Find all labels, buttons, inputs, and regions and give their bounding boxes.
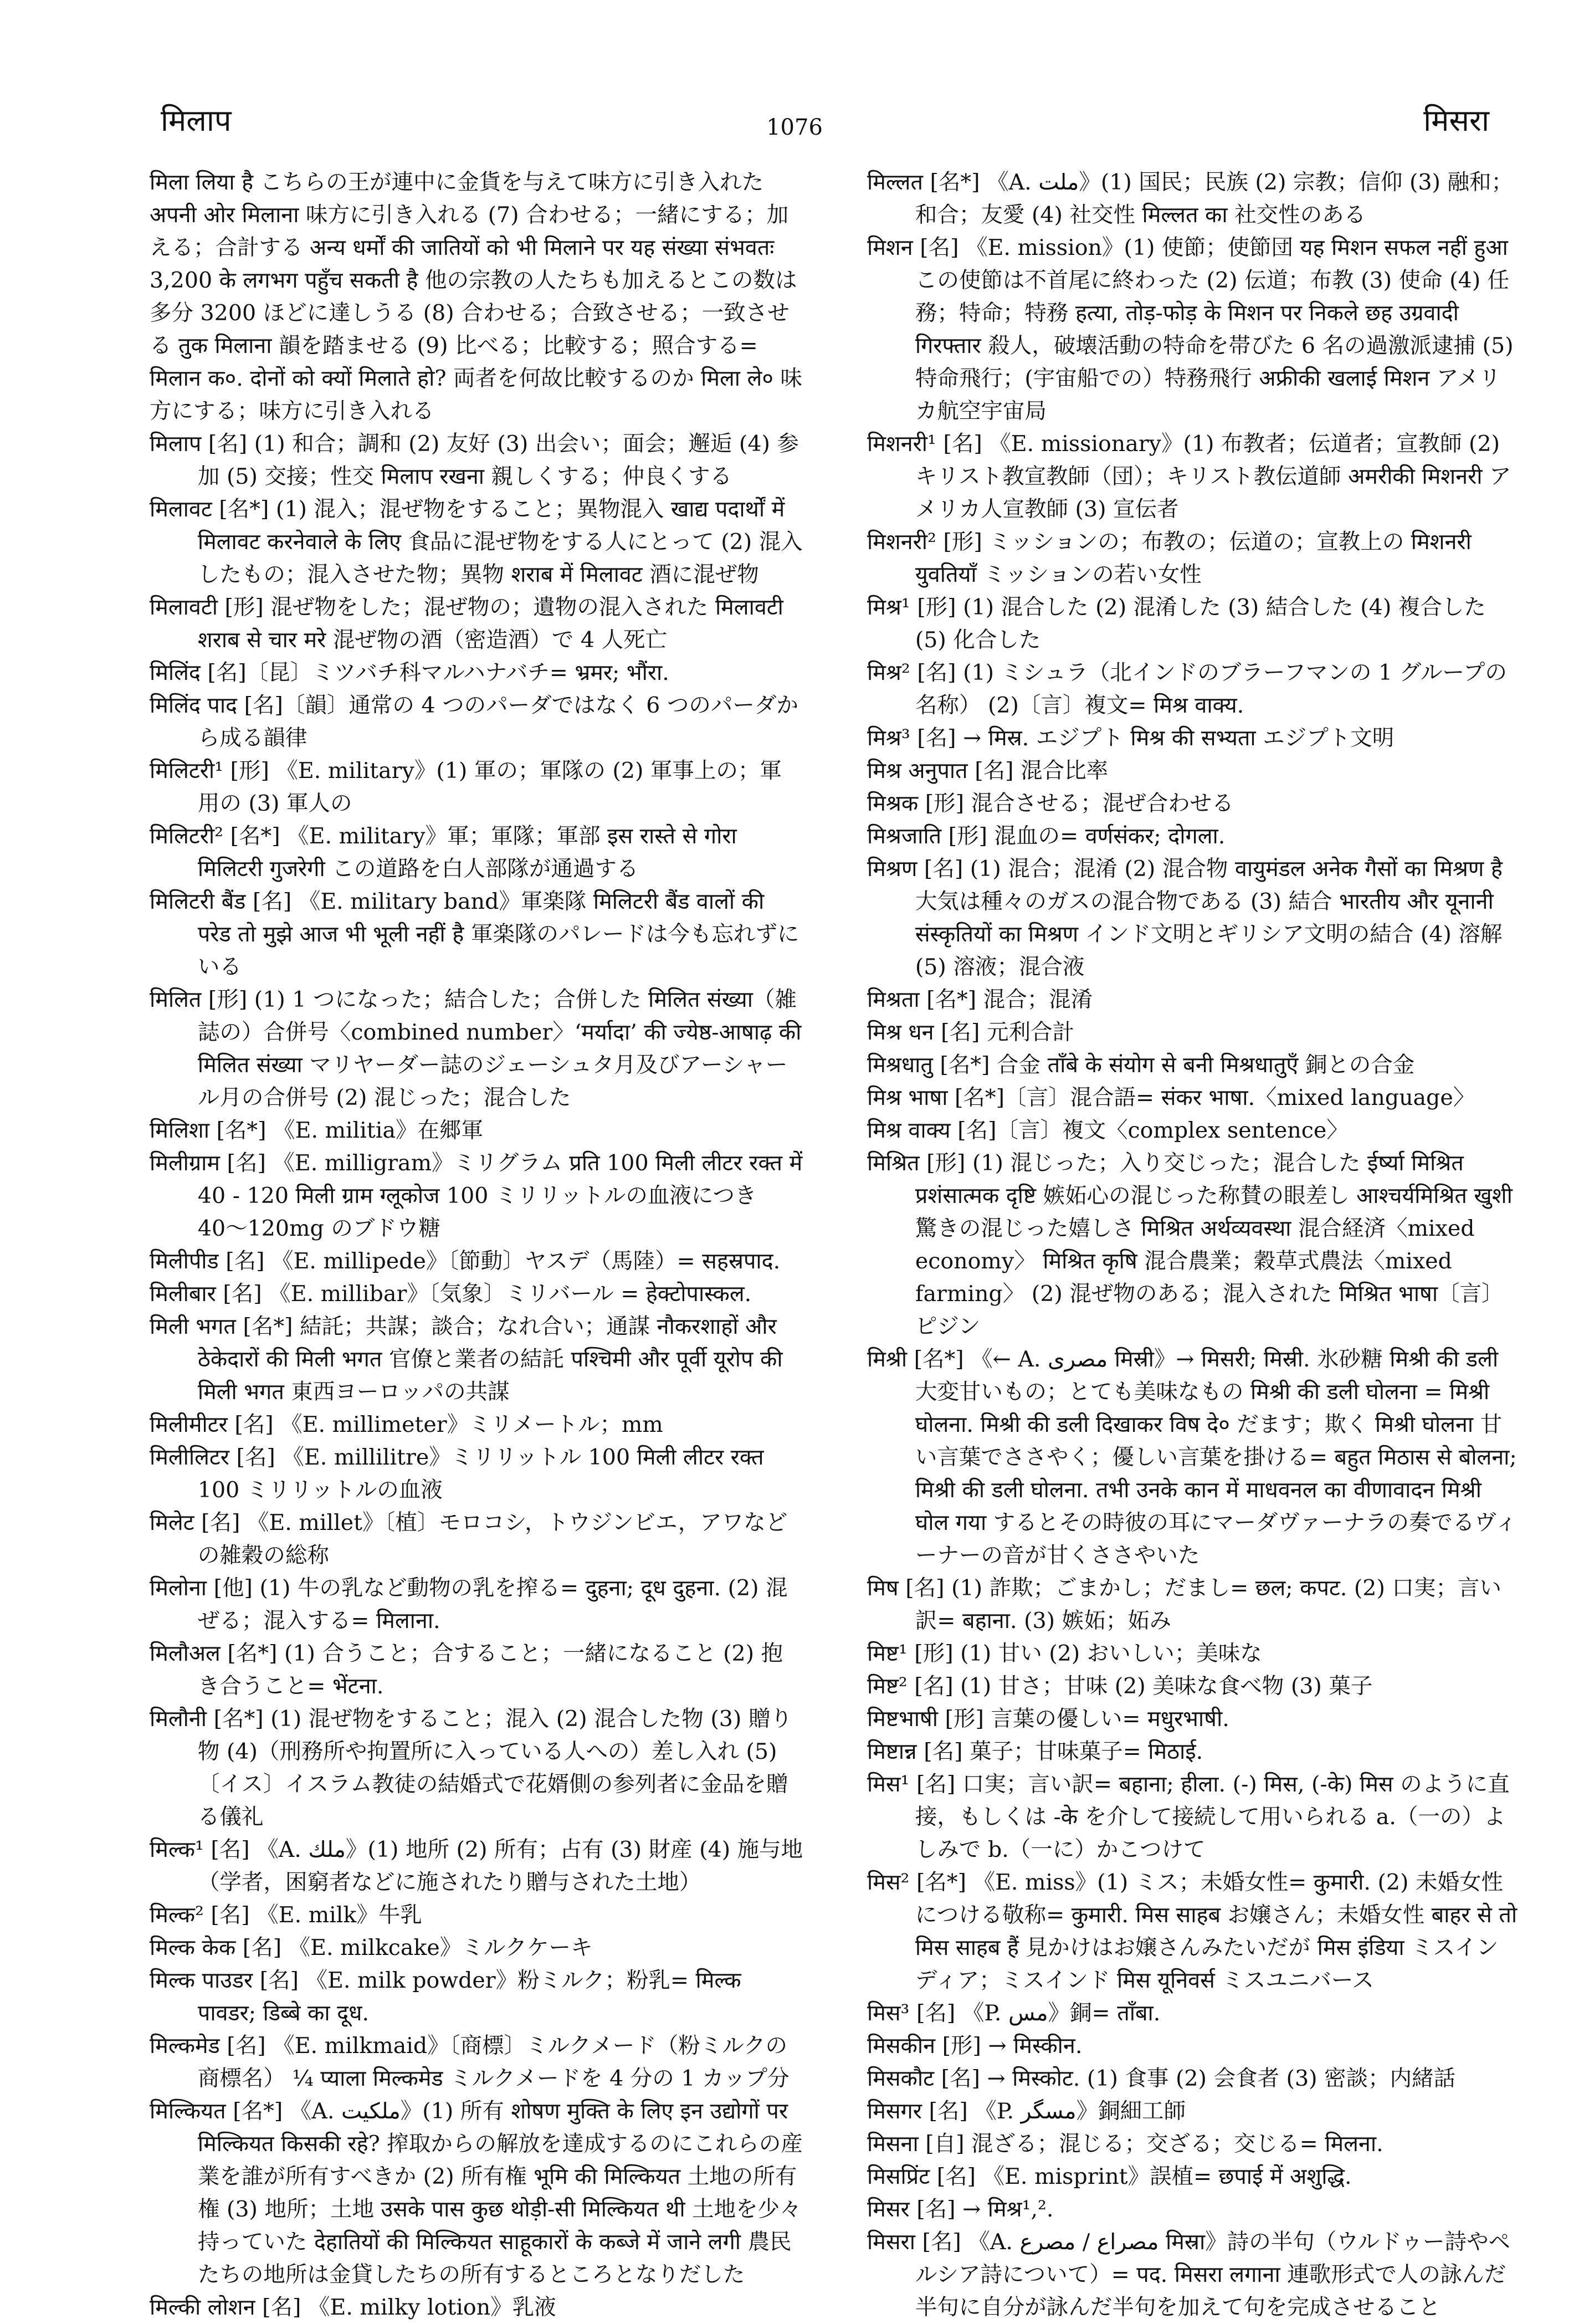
dictionary-entry: मिसना [自] 混ざる；混じる；交ざる；交じる= मिलना. [867,2131,1383,2157]
dictionary-entry: मिलीबार [名] 《E. millibar》〔気象〕ミリバール = हेक्टोपास्कल. [150,1281,752,1307]
dictionary-entry: मिलावट [名*] (1) 混入；混ぜ物をすること；異物混入 खाद्य पदार्थों में मिलावट करनेवाले के लिए 食品に混ぜ物をする人にとって (2) 混入したもの；混入させた物；異物 शराब में मिलावट 酒に混ぜ物 [150,496,803,587]
dictionary-entry: मिसकीन [形] → मिस्कीन. [867,2033,1083,2059]
dictionary-entry: मिलीपीड [名] 《E. millipede》〔節動〕ヤスデ（馬陸）= सहस्रपाद. [150,1248,781,1274]
dictionary-entry: मिलोना [他] (1) 牛の乳など動物の乳を搾る= दुहना; दूध दुहना. (2) 混ぜる；混入する= मिलाना. [150,1575,788,1634]
dictionary-entry: मिसर [名] → मिश्र¹,². [867,2197,1054,2222]
dictionary-entry: मिश्री [名*] 《← A. مصری मिस्री》→ मिसरी; मिस्री. 氷砂糖 मिश्री की डली 大変甘いもの；とても美味なもの मिश्री की डली घोलना = मिश्री घोलना. मिश्री की डली दिखाकर विष दे० だます；欺く मिश्री घोलना 甘い言葉でささやく；優しい言葉を掛ける= बहुत मिठास से बोलना; मिश्री की डली घोलना. तभी उनके कान में माधवनल का वीणावादन मिश्री घोल गया するとその時彼の耳にマーダヴァーナラの奏でるヴィーナーの音が甘くささやいた [867,1347,1517,1568]
dictionary-entry: मिलौनी [名*] (1) 混ぜ物をすること；混入 (2) 混合した物 (3) 贈り物 (4)（刑務所や拘置所に入っている人への）差し入れ (5)〔イス〕イスラム教徒の結婚式で花婿側の参列者に金品を贈る儀礼 [150,1706,792,1830]
dictionary-entry: मिल्लत [名*] 《A. ملت》(1) 国民；民族 (2) 宗教；信仰 (3) 融和；和合；友愛 (4) 社交性 मिल्लत का 社交性のある [867,170,1513,228]
entry-continuation: मिला लिया है こちらの王が連中に金貨を与えて味方に引き入れた अपनी ओर मिलाना 味方に引き入れる (7) 合わせる；一緒にする；加える；合計する अन्य धर्मों की जातियों को भी मिलाने पर यह संख्या संभवतः 3,200 के लगभग पहुँच सकती है 他の宗教の人たちも加えるとこの数は多分 3200 ほどに達しうる (8) 合わせる；合致させる；一致させる तुक मिलाना 韻を踏ませる (9) 比べる；比較する；照合する= मिलान क०. दोनों को क्यों मिलाते हो? 両者を何故比較するのか मिला ले० 味方にする；味方に引き入れる [150,170,802,424]
dictionary-entry: मिल्क पाउडर [名] 《E. milk powder》粉ミルク；粉乳= मिल्क पावडर; डिब्बे का दूध. [150,1968,741,2026]
dictionary-entry: मिश्र वाक्य [名]〔言〕複文〈complex sentence〉 [867,1118,1349,1143]
dictionary-entry: मिल्क केक [名] 《E. milkcake》ミルクケーキ [150,1935,593,1960]
dictionary-entry: मिलाप [名] (1) 和合；調和 (2) 友好 (3) 出会い；面会；邂逅 (4) 参加 (5) 交接；性交 मिलाप रखना 親しくする；仲良くする [150,431,799,489]
dictionary-entry: मिश्र अनुपात [名] 混合比率 [867,758,1109,784]
page-number: 1076 [766,115,823,140]
dictionary-entry: मिलौअल [名*] (1) 合うこと；合すること；一緒になること (2) 抱き合うこと= भेंटना. [150,1641,783,1699]
dictionary-entry: मिलीलिटर [名] 《E. millilitre》ミリリットル 100 मिली लीटर रक्त 100 ミリリットルの血液 [150,1445,764,1503]
left-column [150,166,803,2320]
dictionary-entry: मिलिटरी बैंड [名] 《E. military band》軍楽隊 मिलिटरी बैंड वालों की परेड तो मुझे आज भी भूली नहीं है 軍楽隊のパレードは今も忘れずにいる [150,889,799,980]
dictionary-entry: मिश्रण [名] (1) 混合；混淆 (2) 混合物 वायुमंडल अनेक गैसों का मिश्रण है 大気は種々のガスの混合物である (3) 結合 भारतीय और यूनानी संस्कृतियों का मिश्रण インド文明とギリシア文明の結合 (4) 溶解 (5) 溶液；混合液 [867,856,1503,980]
dictionary-entry: मिल्की लोशन [名] 《E. milky lotion》乳液 [150,2295,556,2320]
dictionary-entry: मिश्रित [形] (1) 混じった；入り交じった；混合した ईर्ष्या मिश्रित प्रशंसात्मक दृष्टि 嫉妬心の混じった称賛の眼差し आश्चर्यमिश्रित खुशी 驚きの混じった嬉しさ मिश्रित अर्थव्यवस्था 混合経済〈mixed economy〉 मिश्रित कृषि 混合農業；穀草式農法〈mixed farming〉 (2) 混ぜ物のある；混入された मिश्रित भाषा〔言〕ピジン [867,1150,1513,1339]
dictionary-entry: मिसप्रिंट [名] 《E. misprint》誤植= छपाई में अशुद्धि. [867,2164,1352,2189]
dictionary-entry: मिसगर [名] 《P. مسگر》銅細工師 [867,2098,1186,2124]
dictionary-entry: मिलीग्राम [名] 《E. milligram》ミリグラム प्रति 100 मिली लीटर रक्त में 40 - 120 मिली ग्राम ग्लूकोज 100 ミリリットルの血液につき 40〜120mg のブドウ糖 [150,1150,803,1241]
dictionary-entry: मिष्ट² [名] (1) 甘さ；甘味 (2) 美味な食べ物 (3) 菓子 [867,1673,1373,1699]
dictionary-entry: मिशनरी¹ [名] 《E. missionary》(1) 布教者；伝道者；宣教師 (2) キリスト教宣教師（団）；キリスト教伝道師 अमरीकी मिशनरी アメリカ人宣教師 (3) 宣伝者 [867,431,1511,522]
dictionary-entry: मिल्कमेड [名] 《E. milkmaid》〔商標〕ミルクメード（粉ミルクの商標名） ¼ प्याला मिल्कमेड ミルクメードを 4 分の 1 カップ分 [150,2033,790,2091]
dictionary-entry: मिली भगत [名*] 結託；共謀；談合；なれ合い；通謀 नौकरशाहों और ठेकेदारों की मिली भगत 官僚と業者の結託 पश्चिमी और पूर्वी यूरोप की मिली भगत 東西ヨーロッパの共謀 [150,1314,783,1405]
dictionary-entry: मिस² [名*] 《E. miss》(1) ミス；未婚女性= कुमारी. (2) 未婚女性につける敬称= कुमारी. मिस साहब お嬢さん；未婚女性 बाहर से तो मिस साहब हैं 見かけはお嬢さんみたいだが मिस इंडिया ミスインディア；ミスインド मिस यूनिवर्स ミスユニバース [867,1870,1518,1993]
header-right-word: मिसरा [1423,103,1489,138]
dictionary-entry: मिशन [名] 《E. mission》(1) 使節；使節団 यह मिशन सफल नहीं हुआ この使節は不首尾に終わった (2) 伝道；布教 (3) 使命 (4) 任務；特命；特務 हत्या, तोड़-फोड़ के मिशन पर निकले छह उग्रवादी गिरफ्तार 殺人，破壊活動の特命を帯びた 6 名の過激派逮捕 (5) 特命飛行；(宇宙船での）特務飛行 अफ्रीकी खलाई मिशन アメリカ航空宇宙局 [867,235,1514,424]
dictionary-entry: मिसकौट [名] → मिस्कोट. (1) 食事 (2) 会食者 (3) 密談；内緒話 [867,2066,1456,2091]
dictionary-entry: मिष्टभाषी [形] 言葉の優しい= मधुरभाषी. [867,1706,1229,1732]
dictionary-entry: मिश्र³ [名] → मिस्र. エジプト मिश्र की सभ्यता エジプト文明 [867,725,1395,751]
dictionary-entry: मिश्र¹ [形] (1) 混合した (2) 混淆した (3) 結合した (4) 複合した (5) 化合した [867,595,1486,653]
dictionary-entry: मिल्कियत [名*] 《A. ملكيت》(1) 所有 शोषण मुक्ति के लिए इन उद्योगों पर मिल्कियत किसकी रहे? 搾取からの解放を達成するのにこれらの産業を誰が所有すべきか (2) 所有権 भूमि की मिल्कियत 土地の所有権 (3) 地所；土地 उसके पास कुछ थोड़ी-सी मिल्कियत थी 土地を少々持っていた देहातियों की मिल्कियत साहूकारों के कब्जे में जाने लगी 農民たちの地所は金貸したちの所有するところとなりだした [150,2098,803,2287]
dictionary-entry: मिस³ [名] 《P. مس》銅= ताँबा. [867,2000,1161,2026]
dictionary-entry: मिलिटरी² [名*] 《E. military》軍；軍隊；軍部 इस रास्ते से गोरा मिलिटरी गुजरेगी この道路を白人部隊が通過する [150,823,737,882]
header-left-word: मिलाप [161,103,232,138]
dictionary-entry: मिलीमीटर [名] 《E. millimeter》ミリメートル；mm [150,1412,663,1437]
dictionary-entry: मिलेट [名] 《E. millet》〔植〕モロコシ，トウジンビエ，アワなどの雑穀の総称 [150,1510,788,1568]
dictionary-entry: मिस¹ [名] 口実；言い訳= बहाना; हीला. (-) मिस, (-के) मिस のように直接，もしくは -के を介して接続して用いられる a.（一の）よしみで b.（一に）かこつけて [867,1772,1510,1862]
dictionary-entry: मिश्रजाति [形] 混血の= वर्णसंकर; दोगला. [867,823,1226,849]
dictionary-entry: मिलावटी [形] 混ぜ物をした；混ぜ物の；遺物の混入された मिलावटी शराब से चार मरे 混ぜ物の酒（密造酒）で 4 人死亡 [150,595,783,653]
dictionary-entry: मिष्ट¹ [形] (1) 甘い (2) おいしい；美味な [867,1641,1262,1666]
dictionary-entry: मिश्र² [名] (1) ミシュラ（北インドのブラーフマンの 1 グループの名称） (2)〔言〕複文= मिश्र वाक्य. [867,660,1507,718]
dictionary-entry: मिश्रधातु [名*] 合金 ताँबे के संयोग से बनी मिश्रधातुएँ 銅との合金 [867,1052,1415,1078]
dictionary-entry: मिष [名] (1) 詐欺；ごまかし；だまし= छल; कपट. (2) 口実；言い訳= बहाना. (3) 嫉妬；妬み [867,1575,1501,1634]
dictionary-entry: मिलित [形] (1) 1 つになった；結合した；合併した मिलित संख्या（雑誌の）合併号〈combined number〉‘मर्यादा’ की ज्येष्ठ-आषाढ़ की मिलित संख्या マリヤーダー誌のジェーシュタ月及びアーシャール月の合併号 (2) 混じった；混合した [150,987,802,1110]
dictionary-entry: मिल्क² [名] 《E. milk》牛乳 [150,1902,422,1928]
dictionary-entry: मिसरा [名] 《A. مصراع / مصرع मिस्रा》詩の半句（ウルドゥー詩やペルシア詩について）= पद. मिसरा लगाना 連歌形式で人の詠んだ半句に自分が詠んだ半句を加えて句を完成させること [867,2229,1511,2320]
dictionary-entry: मिश्रक [形] 混合させる；混ぜ合わせる [867,791,1234,816]
dictionary-entry: मिलिशा [名*] 《E. militia》在郷軍 [150,1118,483,1143]
dictionary-entry: मिलिंद पाद [名]〔韻〕通常の 4 つのパーダではなく 6 つのパーダから成る韻律 [150,693,798,751]
dictionary-entry: मिशनरी² [形] ミッションの；布教の；伝道の；宣教上の मिशनरी युवतियाँ ミッションの若い女性 [867,529,1472,587]
dictionary-entry: मिश्र धन [名] 元利合計 [867,1020,1075,1045]
dictionary-entry: मिल्क¹ [名] 《A. ملك》(1) 地所 (2) 所有；占有 (3) 財産 (4) 施与地（学者，困窮者などに施されたり贈与された土地） [150,1837,803,1895]
dictionary-entry: मिलिटरी¹ [形] 《E. military》(1) 軍の；軍隊の (2) 軍事上の；軍用の (3) 軍人の [150,758,782,816]
dictionary-entry: मिष्टान्न [名] 菓子；甘味菓子= मिठाई. [867,1739,1203,1764]
dictionary-entry: मिश्रता [名*] 混合；混淆 [867,987,1093,1012]
right-column [867,166,1518,2320]
dictionary-entry: मिलिंद [名]〔昆〕ミツバチ科マルハナバチ= भ्रमर; भौंरा. [150,660,669,685]
dictionary-entry: मिश्र भाषा [名*]〔言〕混合語= संकर भाषा.〈mixed language〉 [867,1085,1475,1110]
